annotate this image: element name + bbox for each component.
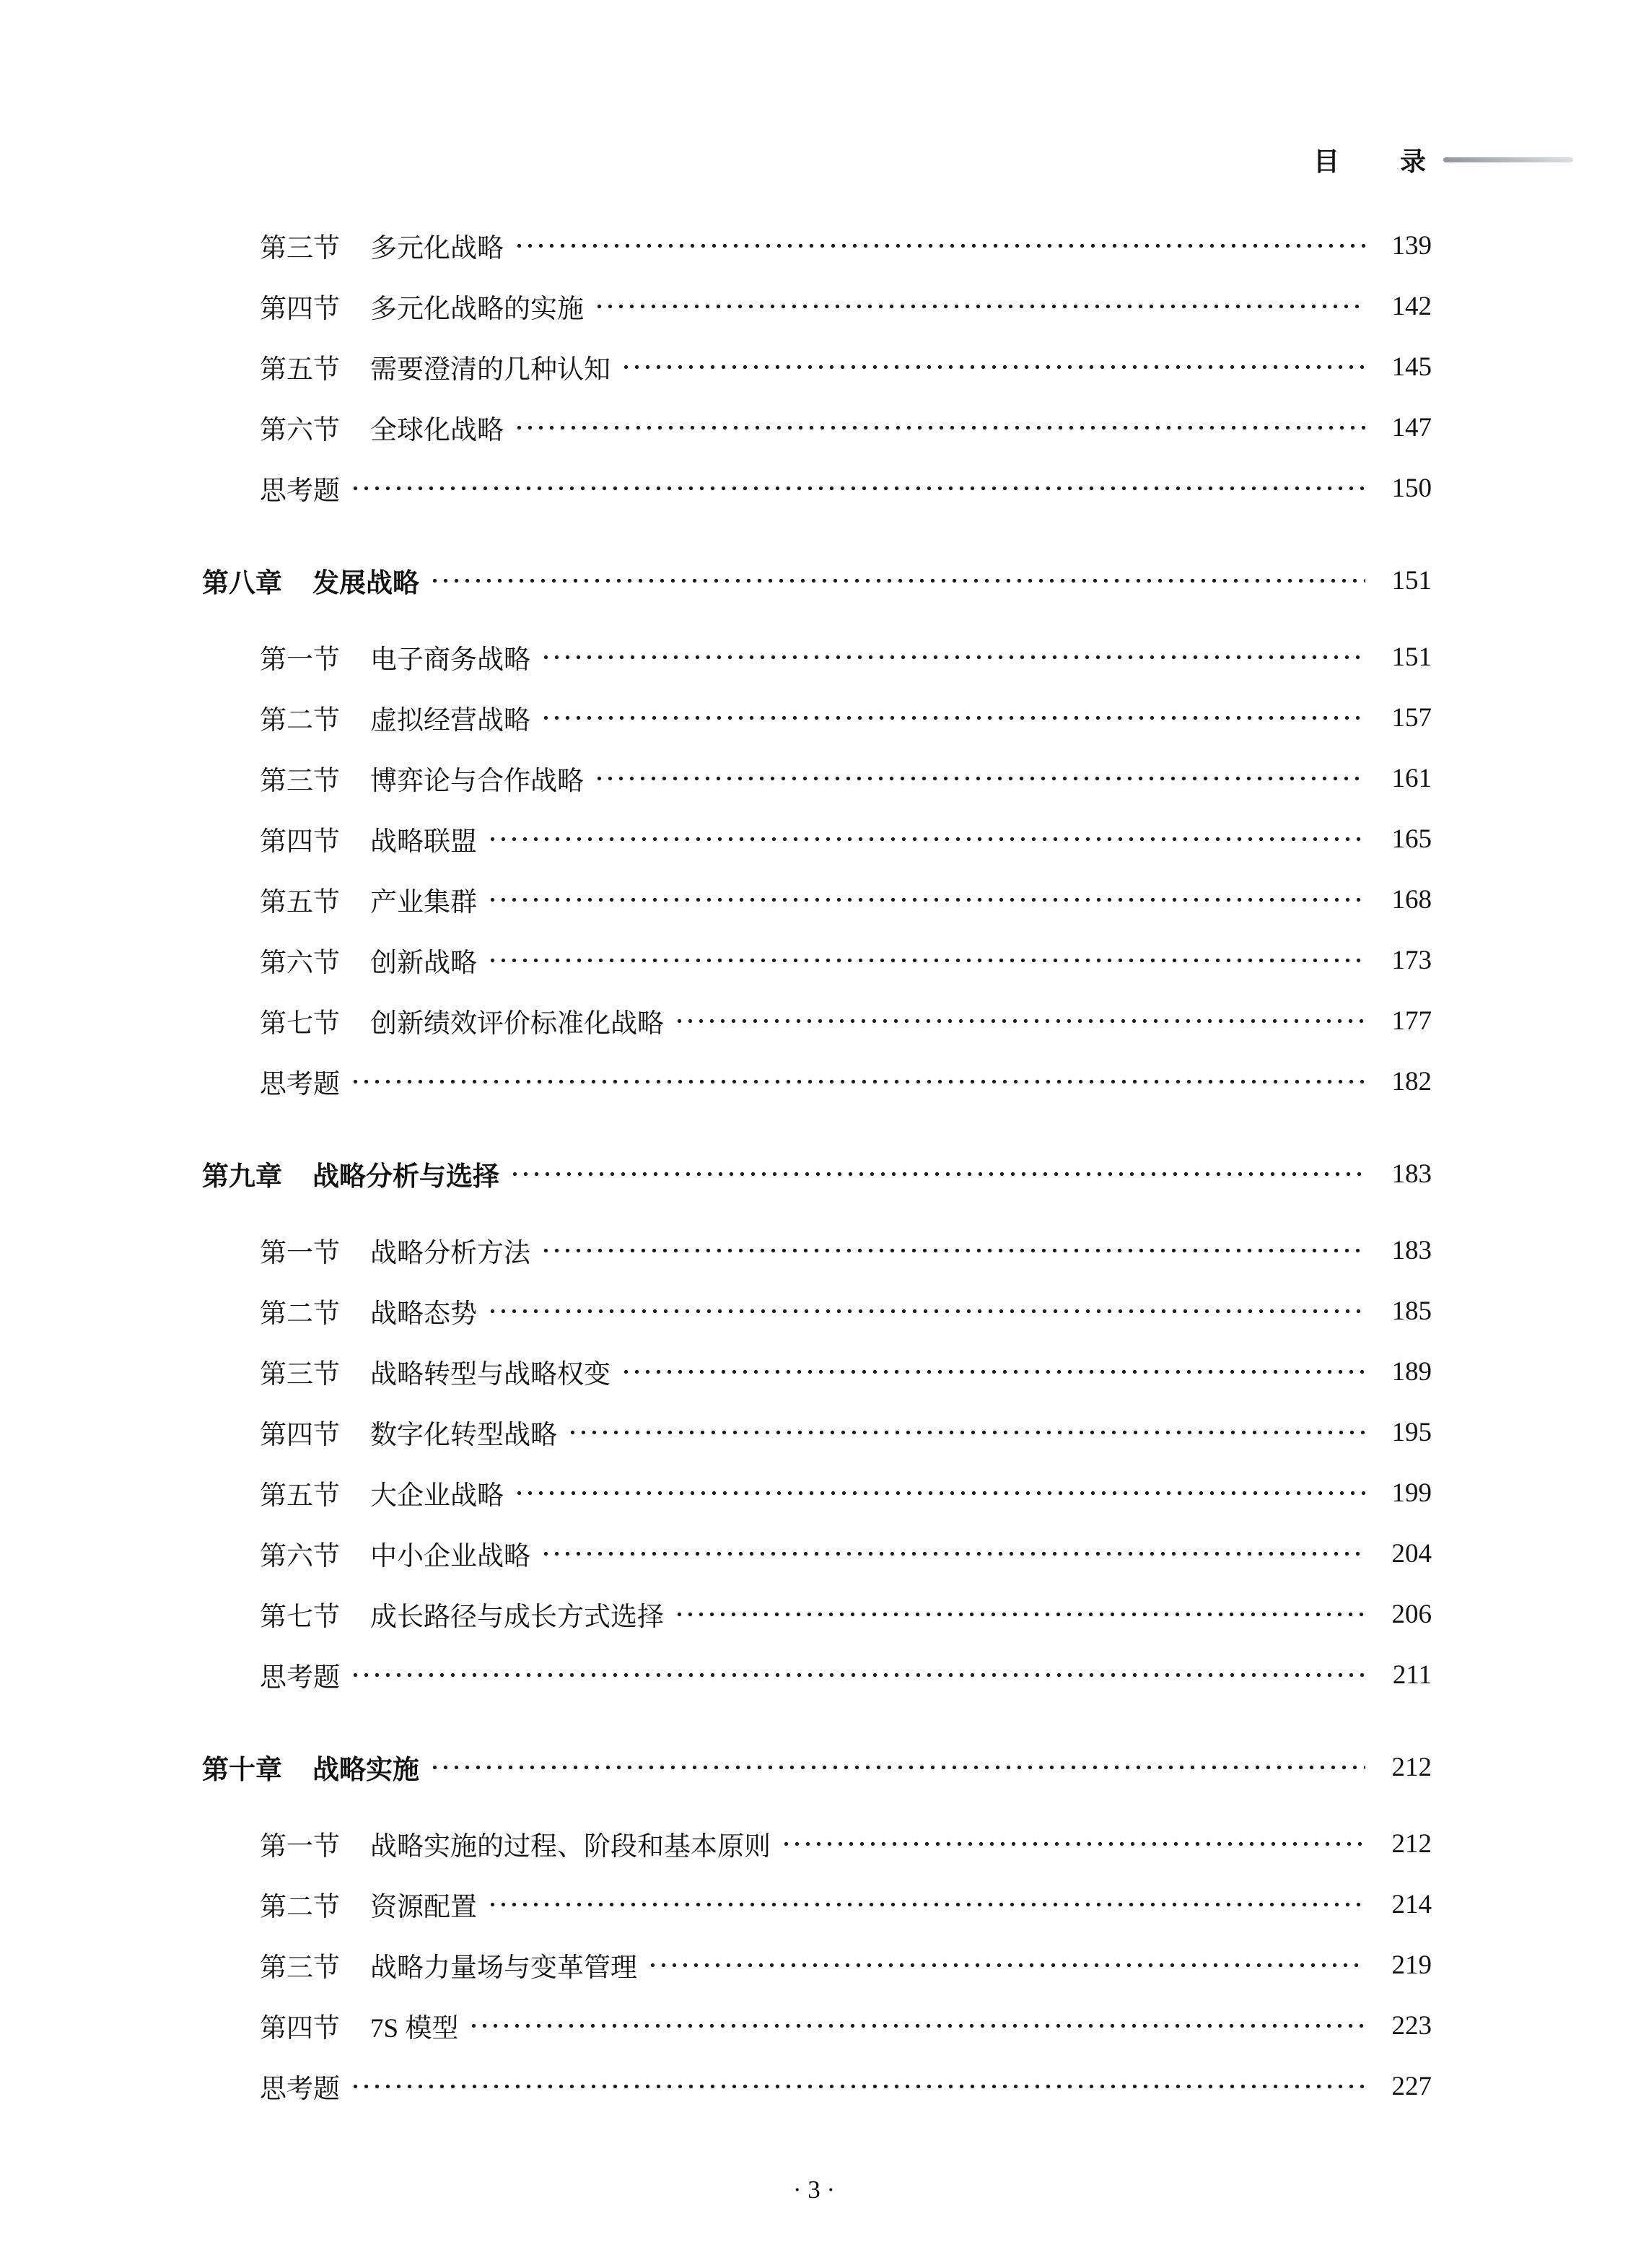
toc-section-row <box>202 748 1432 808</box>
toc-entry-page: 189 <box>1391 1356 1432 1387</box>
toc-dot-leader <box>487 1281 1365 1341</box>
toc-entry-label: 第五节 <box>260 888 340 917</box>
toc-entry-page: 150 <box>1391 473 1432 503</box>
toc-dot-leader <box>541 1220 1365 1281</box>
toc-dot-leader <box>567 1402 1365 1462</box>
toc-entry-title: 创新绩效评价标准化战略 <box>370 1009 664 1039</box>
toc-section-row <box>202 1281 1432 1341</box>
toc-entry-page: 173 <box>1391 945 1432 975</box>
toc-section-row <box>202 1874 1432 1935</box>
toc-section-row <box>202 1462 1432 1523</box>
toc-section-row <box>202 397 1432 458</box>
page-header <box>0 141 1573 178</box>
toc-entry-title: 大企业战略 <box>370 1481 504 1511</box>
toc-section-row <box>202 458 1432 518</box>
toc-dot-leader <box>429 1737 1365 1797</box>
toc-dot-leader <box>350 1644 1365 1705</box>
toc-section-row <box>202 1220 1432 1281</box>
toc-entry-page: 142 <box>1391 291 1432 321</box>
toc-entry-label: 第四节 <box>260 295 340 324</box>
toc-dot-leader <box>541 687 1365 748</box>
toc-chapter-row <box>202 550 1432 611</box>
toc-entry-label: 第六节 <box>260 416 340 445</box>
toc-dot-leader <box>594 748 1365 808</box>
toc-section-row <box>202 1644 1432 1705</box>
toc-dot-leader <box>487 930 1365 990</box>
toc-entry-page: 182 <box>1391 1066 1432 1096</box>
toc-entry-title: 7S 模型 <box>370 2014 459 2044</box>
toc-entry-title: 多元化战略的实施 <box>370 295 584 324</box>
toc-entry-title: 战略实施的过程、阶段和基本原则 <box>370 1832 771 1862</box>
toc-entry-page: 151 <box>1391 642 1432 672</box>
toc-entry-title: 数字化转型战略 <box>370 1421 557 1450</box>
toc-section-row <box>202 1813 1432 1874</box>
toc-entry-page: 177 <box>1391 1006 1432 1036</box>
toc-entry-title: 需要澄清的几种认知 <box>370 355 610 385</box>
toc-entry-label: 第八章 <box>202 568 282 598</box>
toc-chapter-row <box>202 1143 1432 1204</box>
toc-dot-leader <box>674 990 1365 1051</box>
toc-entry-page: 145 <box>1391 352 1432 382</box>
toc-entry-title: 资源配置 <box>370 1893 477 1922</box>
toc-dot-leader <box>487 1874 1365 1935</box>
toc-entry-label: 第五节 <box>260 355 340 385</box>
toc-chapter-row <box>202 1737 1432 1797</box>
toc-section-row <box>202 1402 1432 1462</box>
toc-entry-page: 223 <box>1391 2010 1432 2041</box>
toc-entry-label: 第三节 <box>260 234 340 263</box>
toc-entry-title: 博弈论与合作战略 <box>370 767 584 796</box>
toc-entry-title: 战略转型与战略权变 <box>370 1360 610 1390</box>
toc-dot-leader <box>674 1584 1365 1644</box>
toc-dot-leader <box>487 808 1365 869</box>
toc-entry-title: 战略实施 <box>312 1755 419 1784</box>
toc-entry-page: 151 <box>1391 565 1432 596</box>
toc-entry-page: 168 <box>1391 884 1432 915</box>
toc-section-row <box>202 627 1432 687</box>
toc-section-row <box>202 1995 1432 2056</box>
toc-entry-page: 199 <box>1391 1478 1432 1508</box>
toc-entry-page: 161 <box>1391 763 1432 793</box>
header-title: 目 录 <box>1313 147 1429 176</box>
toc-dot-leader <box>350 458 1365 518</box>
toc-entry-page: 214 <box>1391 1889 1432 1919</box>
toc-entry-page: 212 <box>1391 1828 1432 1859</box>
toc-section-row <box>202 1584 1432 1644</box>
toc-entry-page: 183 <box>1391 1159 1432 1189</box>
toc-entry-label: 第四节 <box>260 827 340 857</box>
toc-dot-leader <box>621 1341 1365 1402</box>
toc-entry-label: 第一节 <box>260 645 340 675</box>
toc-section-row <box>202 990 1432 1051</box>
toc-entry-label: 第三节 <box>260 1360 340 1390</box>
toc-section-row <box>202 930 1432 990</box>
toc-entry-label: 思考题 <box>260 2075 340 2104</box>
toc-dot-leader <box>429 550 1365 611</box>
toc-section-row <box>202 276 1432 336</box>
toc-entry-page: 139 <box>1391 230 1432 261</box>
toc-section-row <box>202 1051 1432 1112</box>
toc-entry-page: 212 <box>1391 1752 1432 1782</box>
toc-entry-label: 第二节 <box>260 1299 340 1329</box>
toc-dot-leader <box>514 215 1365 276</box>
toc-entry-label: 思考题 <box>260 1663 340 1693</box>
toc-entry-label: 第三节 <box>260 767 340 796</box>
toc-entry-page: 219 <box>1391 1950 1432 1980</box>
toc-section-row <box>202 869 1432 930</box>
toc-entry-page: 227 <box>1391 2071 1432 2101</box>
toc-entry-title: 多元化战略 <box>370 234 504 263</box>
toc-section-row <box>202 336 1432 397</box>
toc-entry-title: 中小企业战略 <box>370 1542 530 1571</box>
toc-entry-title: 战略分析方法 <box>370 1239 530 1268</box>
toc-list <box>202 215 1432 2116</box>
toc-entry-page: 195 <box>1391 1417 1432 1447</box>
toc-entry-title: 战略联盟 <box>370 827 477 857</box>
toc-dot-leader <box>594 276 1365 336</box>
toc-entry-title: 全球化战略 <box>370 416 504 445</box>
toc-entry-title: 成长路径与成长方式选择 <box>370 1602 664 1632</box>
toc-entry-label: 思考题 <box>260 476 340 506</box>
toc-dot-leader <box>487 869 1365 930</box>
toc-entry-title: 电子商务战略 <box>370 645 530 675</box>
toc-entry-label: 第七节 <box>260 1602 340 1632</box>
toc-entry-label: 第四节 <box>260 2014 340 2044</box>
toc-entry-page: 157 <box>1391 702 1432 733</box>
toc-entry-page: 183 <box>1391 1235 1432 1265</box>
toc-section-row <box>202 1523 1432 1584</box>
toc-entry-page: 147 <box>1391 412 1432 442</box>
toc-entry-label: 第十章 <box>202 1755 282 1784</box>
toc-dot-leader <box>541 1523 1365 1584</box>
toc-section-row <box>202 2056 1432 2116</box>
toc-entry-label: 思考题 <box>260 1070 340 1099</box>
toc-entry-label: 第二节 <box>260 1893 340 1922</box>
toc-entry-label: 第四节 <box>260 1421 340 1450</box>
toc-section-row <box>202 215 1432 276</box>
toc-dot-leader <box>621 336 1365 397</box>
toc-entry-title: 创新战略 <box>370 948 477 978</box>
toc-section-row <box>202 687 1432 748</box>
toc-entry-label: 第三节 <box>260 1953 340 1983</box>
toc-entry-label: 第六节 <box>260 948 340 978</box>
toc-entry-title: 虚拟经营战略 <box>370 706 530 736</box>
toc-entry-title: 战略力量场与变革管理 <box>370 1953 637 1983</box>
toc-dot-leader <box>781 1813 1365 1874</box>
toc-dot-leader <box>541 627 1365 687</box>
toc-entry-page: 204 <box>1391 1538 1432 1569</box>
toc-dot-leader <box>350 1051 1365 1112</box>
toc-section-row <box>202 1341 1432 1402</box>
toc-dot-leader <box>509 1143 1365 1204</box>
toc-entry-page: 165 <box>1391 824 1432 854</box>
toc-section-row <box>202 1935 1432 1995</box>
page-footer <box>0 2176 1628 2204</box>
toc-dot-leader <box>468 1995 1365 2056</box>
toc-entry-label: 第一节 <box>260 1832 340 1862</box>
toc-entry-title: 产业集群 <box>370 888 477 917</box>
toc-entry-title: 战略分析与选择 <box>312 1161 499 1191</box>
header-rule <box>1443 157 1573 162</box>
toc-entry-label: 第七节 <box>260 1009 340 1039</box>
toc-entry-label: 第一节 <box>260 1239 340 1268</box>
toc-entry-page: 206 <box>1391 1599 1432 1629</box>
toc-entry-label: 第五节 <box>260 1481 340 1511</box>
toc-dot-leader <box>647 1935 1365 1995</box>
toc-dot-leader <box>514 397 1365 458</box>
toc-entry-page: 211 <box>1392 1659 1432 1690</box>
toc-entry-label: 第二节 <box>260 706 340 736</box>
toc-entry-label: 第九章 <box>202 1161 282 1191</box>
footer-page-number: · 3 · <box>792 2176 836 2204</box>
toc-entry-title: 发展战略 <box>312 568 419 598</box>
toc-section-row <box>202 808 1432 869</box>
toc-dot-leader <box>514 1462 1365 1523</box>
toc-entry-label: 第六节 <box>260 1542 340 1571</box>
toc-entry-title: 战略态势 <box>370 1299 477 1329</box>
toc-dot-leader <box>350 2056 1365 2116</box>
toc-entry-page: 185 <box>1391 1296 1432 1326</box>
